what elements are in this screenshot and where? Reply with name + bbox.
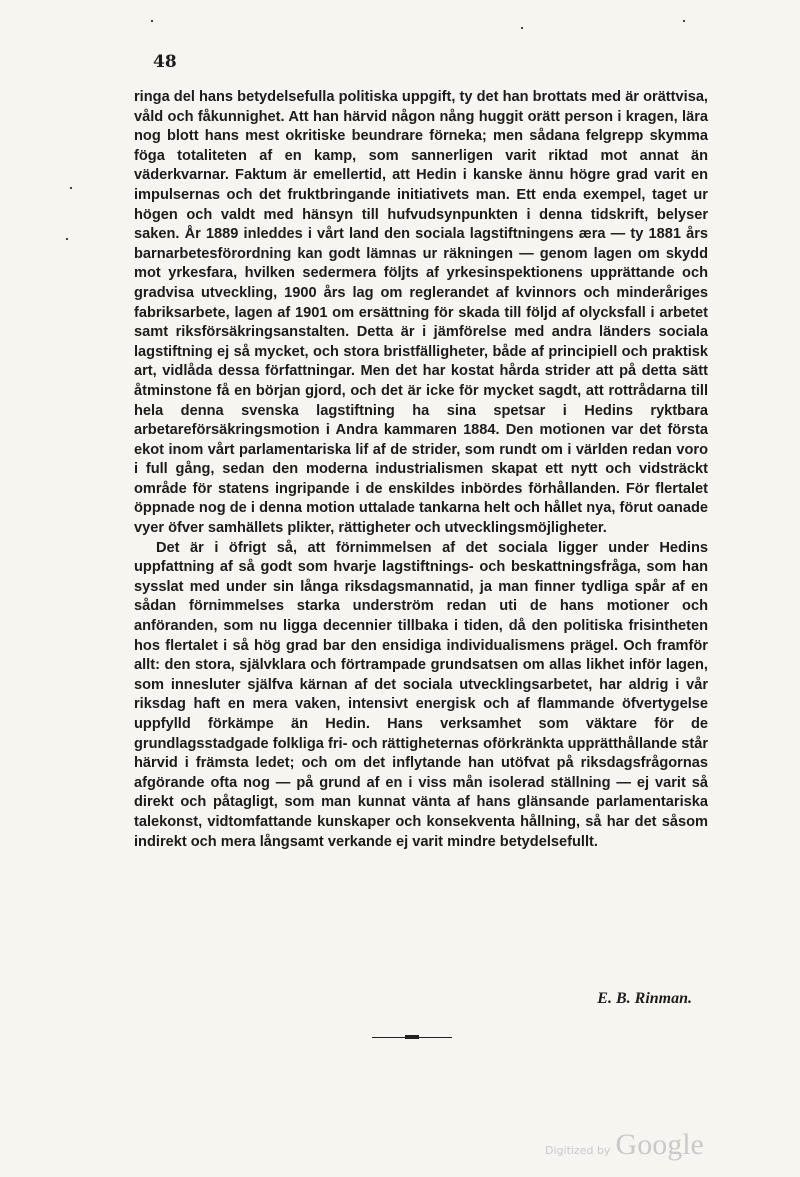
speck: [521, 27, 523, 29]
watermark-prefix: Digitized by: [545, 1144, 611, 1157]
speck: [151, 20, 153, 22]
watermark-brand: Google: [615, 1128, 704, 1161]
speck: [66, 238, 68, 240]
page-number: 48: [153, 52, 177, 72]
speck: [70, 187, 72, 189]
paragraph-2: Det är i öfrigt så, att förnimmelsen af det sociala ligger under Hedins uppfattning af så godt som hvarje lagstiftnings- och beskattningsfråga, som han sysslat med under sin långa riksdagsmannatid, ja man finner tydliga spår af en sådan förnimmelses starka underström redan uti de hans motioner och anföranden, som nu ligga decennier tillbaka i tiden, då den politiska frisintheten hos flertalet i så hög grad bar den ensidiga individualismens prägel. Och framför allt: den stora, självklara och förtrampade grundsatsen om allas likhet inför lagen, som innesluter själfva kärnan af det sociala utvecklingsarbetet, har aldrig i vår riksdag haft en mera vaken, intensivt energisk och af flammande öfvertygelse uppfylld förkämpe än Hedin. Hans verksamhet som väktare för de grundlagsstadgade folkliga fri- och rättigheternas oförkränkta upprätthållande står härvid i främsta ledet; och om det inflytande han utöfvat på riksdagsfrågornas afgörande ofta nog — på grund af en i viss mån isolerad ställning — ej varit så direkt och påtagligt, som man kunnat vänta af hans glänsande parlamentariska talekonst, vidtomfattande kunskaper och konsekventa hållning, så har det såsom indirekt och mera långsamt verkande ej varit mindre betydelsefullt.: [134, 539, 708, 850]
paragraph-1: ringa del hans betydelsefulla politiska uppgift, ty det han brottats med är orättvisa, våld och fåkunnighet. Att han härvid någon nång huggit orätt person i kragen, lära nog blott hans mest okritiske beundrare förneka; men sådana felgrepp skymma föga totaliteten af en kamp, som sannerligen varit riktad mot annat än väderkvarnar. Faktum är emellertid, att Hedin i kanske ännu högre grad varit en impulsernas och det fruktbringande initiativets man. Ett enda exempel, taget ur högen och valdt med hänsyn till hufvudsynpunkten i denna tidskrift, belyser saken. År 1889 inleddes i vårt land den sociala lagstiftningens æra — ty 1881 års barnarbetesförordning kan godt lämnas ur räkningen — genom lagen om skydd mot yrkesfara, hvilken sedermera följts af yrkesinspektionens upprättande och gradvisa utveckling, 1900 års lag om reglerandet af kvinnors och minderåriges fabriksarbete, lagen af 1901 om ersättning för skada till följd af olycksfall i arbetet samt riksförsäkringsanstalten. Detta är i jämförelse med andra länders sociala lagstiftning ej så mycket, och stora bristfälligheter, både af principiell och praktisk art, vidlåda dessa författningar. Men det har kostat hårda strider att på detta sätt åtminstone få en början gjord, och det är icke för mycket sagdt, att rottrådarna till hela denna svenska lagstiftning ha sina spetsar i Hedins ryktbara arbetareförsäkringsmotion i Andra kammaren 1884. Den motionen var det första ekot inom vårt parlamentariska lif af de strider, som rundt om i världen redan voro i full gång, sedan den moderna industrialismen skapat ett nytt och vidsträckt område för statens ingripande i de enskildes inbördes förhållanden. För flertalet öppnade nog de i denna motion uttalade tankarna helt och hållet nya, förut oanade vyer öfver samhällets plikter, rättigheter och utvecklingsmöjligheter.: [134, 89, 708, 537]
end-rule-ornament: [405, 1035, 419, 1039]
body-text: [134, 88, 708, 852]
author-signature: E. B. Rinman.: [597, 990, 692, 1007]
digitized-watermark: [545, 1128, 704, 1162]
speck: [683, 20, 685, 22]
